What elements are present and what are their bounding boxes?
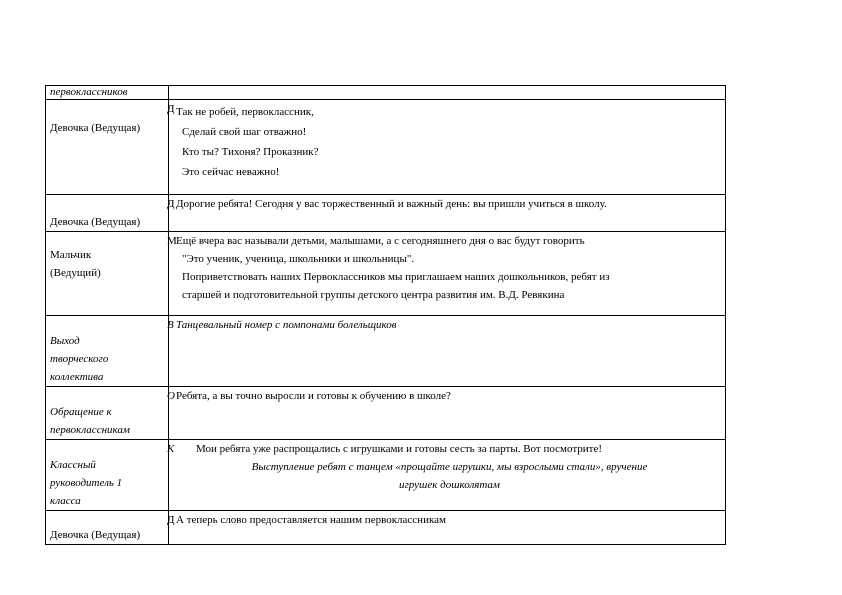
role-cell xyxy=(46,511,169,545)
role-cell xyxy=(46,440,169,511)
text-line: Кто ты? Тихоня? Проказник? xyxy=(182,146,319,158)
text-line: "Это ученик, ученица, школьники и школьницы". xyxy=(182,253,415,265)
text-cell xyxy=(169,232,726,316)
role-label: класса xyxy=(50,495,81,507)
role-label: Мальчик xyxy=(50,249,92,261)
text-line: Поприветствовать наших Первоклассников мы приглашаем наших дошкольников, ребят из xyxy=(182,271,610,283)
text-line: Ребята, а вы точно выросли и готовы к обучению в школе? xyxy=(176,390,451,402)
role-cell xyxy=(46,387,169,440)
table-row xyxy=(46,316,726,387)
role-label: первоклассникам xyxy=(50,424,130,436)
text-cell xyxy=(169,387,726,440)
text-line: Выступление ребят с танцем «прощайте игрушки, мы взрослыми стали», вручение xyxy=(251,461,648,473)
text-line: Танцевальный номер с помпонами болельщиков xyxy=(176,319,397,331)
role-label: Выход xyxy=(50,335,80,347)
speaker-marker: Д xyxy=(167,514,175,526)
text-line: Ещё вчера вас называли детьми, малышами, а с сегодняшнего дня о вас будут говорить xyxy=(176,235,585,247)
table-row xyxy=(46,100,726,195)
text-line: А теперь слово предоставляется нашим первоклассникам xyxy=(176,514,446,526)
role-label: первоклассников xyxy=(50,86,128,98)
text-line: игрушек дошколятам xyxy=(399,479,500,491)
role-cell xyxy=(46,316,169,387)
role-label: Классный xyxy=(50,459,96,471)
table-row xyxy=(46,195,726,232)
text-cell xyxy=(169,316,726,387)
table-row xyxy=(46,232,726,316)
role-label: Девочка (Ведущая) xyxy=(50,122,141,134)
role-label: руководитель 1 xyxy=(50,477,123,489)
role-label: коллектива xyxy=(50,371,104,383)
role-cell xyxy=(46,232,169,316)
table-row xyxy=(46,440,726,511)
speaker-marker: М xyxy=(167,235,177,247)
text-line: Мои ребята уже распрощались с игрушками и готовы сесть за парты. Вот посмотрите! xyxy=(196,443,603,455)
text-cell xyxy=(169,440,726,511)
text-line: старшей и подготовительной группы детского центра развития им. В.Д. Ревякина xyxy=(182,289,565,301)
role-label: Девочка (Ведущая) xyxy=(50,529,141,541)
table-row xyxy=(46,86,726,100)
text-line: Дорогие ребята! Сегодня у вас торжественный и важный день: вы пришли учиться в школу. xyxy=(176,198,607,210)
speaker-marker: Д xyxy=(167,103,175,115)
text-line: Сделай свой шаг отважно! xyxy=(182,126,307,138)
role-cell xyxy=(46,195,169,232)
text-cell xyxy=(169,511,726,545)
text-cell xyxy=(169,100,726,195)
speaker-marker: Д xyxy=(167,198,175,210)
speaker-marker: К xyxy=(167,443,175,455)
role-label: Обращение к xyxy=(50,406,112,418)
table-row xyxy=(46,387,726,440)
role-cell xyxy=(46,100,169,195)
role-label: (Ведущий) xyxy=(50,267,101,279)
table-row xyxy=(46,511,726,545)
speaker-marker: О xyxy=(167,390,175,402)
role-cell xyxy=(46,86,169,100)
text-line: Это сейчас неважно! xyxy=(182,166,280,178)
script-table xyxy=(45,85,726,545)
role-label: Девочка (Ведущая) xyxy=(50,216,141,228)
text-line: Так не робей, первоклассник, xyxy=(176,106,314,118)
role-label: творческого xyxy=(50,353,109,365)
text-cell xyxy=(169,195,726,232)
text-cell xyxy=(169,86,726,100)
speaker-marker: В xyxy=(167,319,174,331)
